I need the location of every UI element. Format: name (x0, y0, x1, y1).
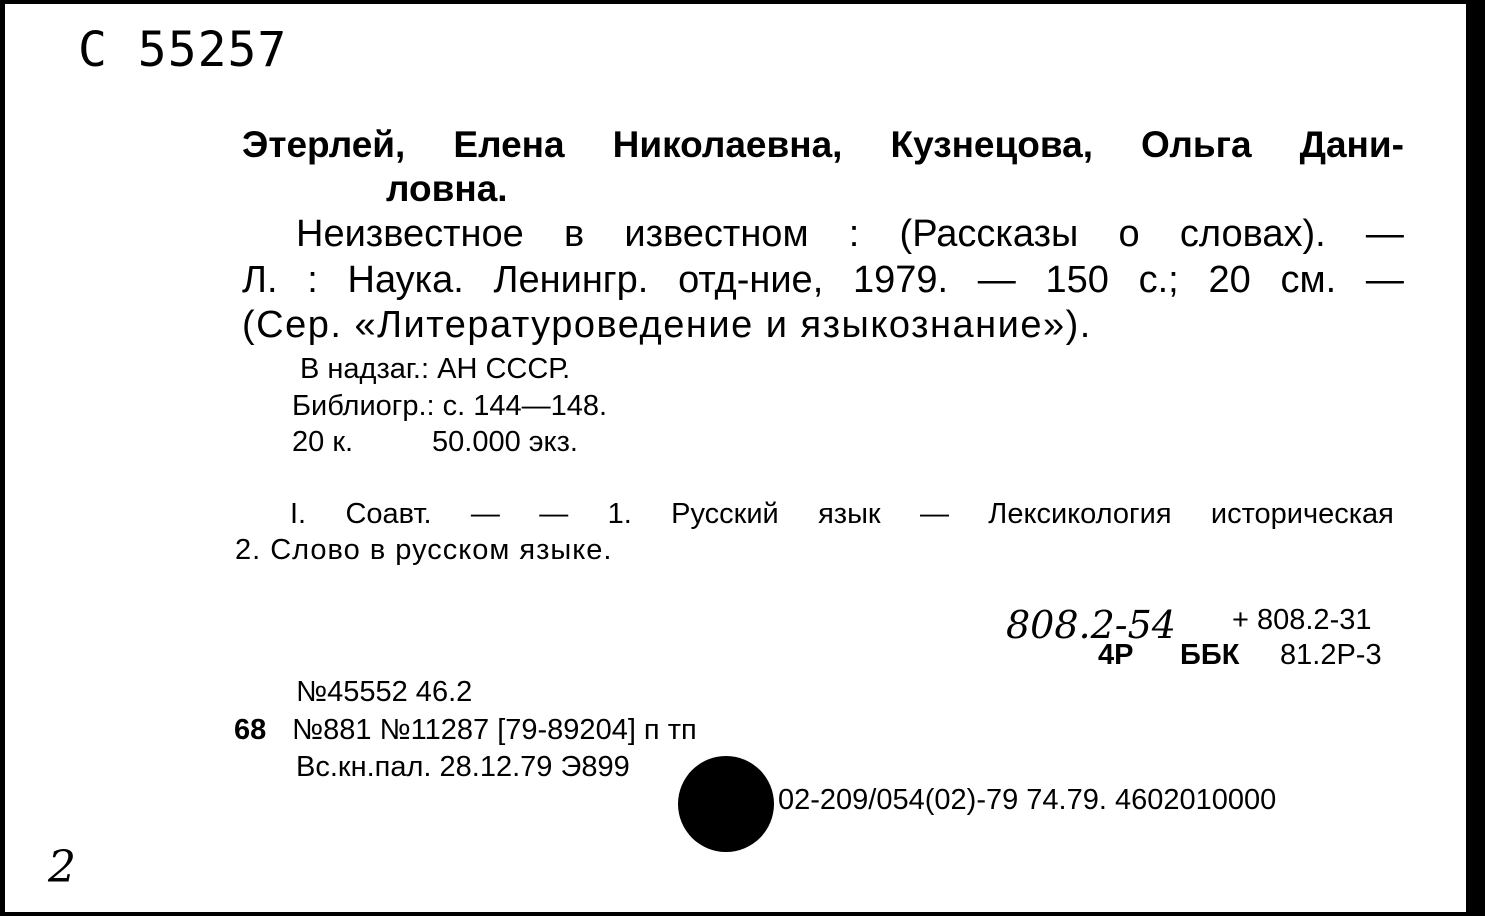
note-bibliography: Библиогр.: с. 144—148. (292, 390, 608, 422)
imprint-word: 1979. (852, 259, 949, 301)
udc-index: + 808.2-31 (1232, 604, 1372, 636)
imprint-word: отд-ние, (678, 259, 824, 301)
subject-word: — (539, 498, 569, 530)
heading-word: Этерлей, (242, 124, 406, 165)
title-word: известном (624, 213, 809, 255)
registry-line1: №45552 46.2 (296, 676, 473, 708)
heading-word: Ольга (1141, 124, 1252, 165)
subject-word: I. (290, 498, 307, 530)
punch-hole (678, 756, 774, 852)
imprint-word: — (1365, 259, 1404, 301)
imprint-word: Наука. (347, 259, 464, 301)
imprint-word: : (307, 259, 318, 301)
subject-word: Соавт. (345, 498, 432, 530)
imprint-word: Л. (242, 259, 278, 301)
imprint-word: 150 (1045, 259, 1109, 301)
note-above-title: В надзаг.: АН СССР. (300, 353, 571, 385)
subject-word: историческая (1210, 498, 1394, 530)
registry-line3: Вс.кн.пал. 28.12.79 Э899 (296, 751, 630, 783)
title-word: словах). (1179, 213, 1326, 255)
class-4r: 4Р (1098, 639, 1134, 671)
subject-line2: 2. Слово в русском языке. (235, 534, 613, 566)
imprint-word: 20 (1208, 259, 1251, 301)
registry-prefix: 68 (234, 714, 267, 746)
subject-word: Русский (671, 498, 779, 530)
registry-line2: №881 №11287 [79-89204] п тп (292, 714, 697, 746)
heading-word: Николаевна, (612, 124, 843, 165)
subject-word: 1. (607, 498, 632, 530)
author-heading-line1 (242, 126, 1404, 163)
subject-word: — (919, 498, 949, 530)
title-line (296, 215, 1404, 253)
subject-line1 (290, 500, 1394, 529)
title-word: — (1365, 213, 1404, 255)
registry-line4: 02-209/054(02)-79 74.79. 4602010000 (778, 784, 1277, 816)
note-copies: 50.000 экз. (432, 426, 578, 458)
note-price: 20 к. (292, 426, 354, 458)
heading-word: Кузнецова, (890, 124, 1093, 165)
title-word: в (563, 213, 585, 255)
heading-word: Дани- (1299, 124, 1404, 165)
handwritten-classification: 808.2-54 (1006, 603, 1176, 647)
author-heading-line2: ловна. (386, 168, 508, 209)
imprint-word: Ленингр. (493, 259, 649, 301)
subject-word: Лексикология (988, 498, 1172, 530)
series-line: (Сер. «Литературоведение и языкознание»). (242, 304, 1092, 346)
imprint-line (242, 261, 1404, 299)
call-number: С 55257 (78, 22, 288, 78)
subject-word: — (470, 498, 500, 530)
title-word: Неизвестное (296, 213, 524, 255)
imprint-word: с.; (1138, 259, 1179, 301)
imprint-word: — (977, 259, 1016, 301)
heading-word: Елена (453, 124, 565, 165)
imprint-word: см. (1280, 259, 1337, 301)
title-word: : (848, 213, 860, 255)
title-word: о (1118, 213, 1140, 255)
title-word: (Рассказы (899, 213, 1079, 255)
handwritten-mark: 2 (48, 842, 76, 893)
class-bbk-index: 81.2Р-3 (1280, 639, 1382, 671)
class-bbk: ББК (1180, 639, 1240, 671)
subject-word: язык (818, 498, 881, 530)
